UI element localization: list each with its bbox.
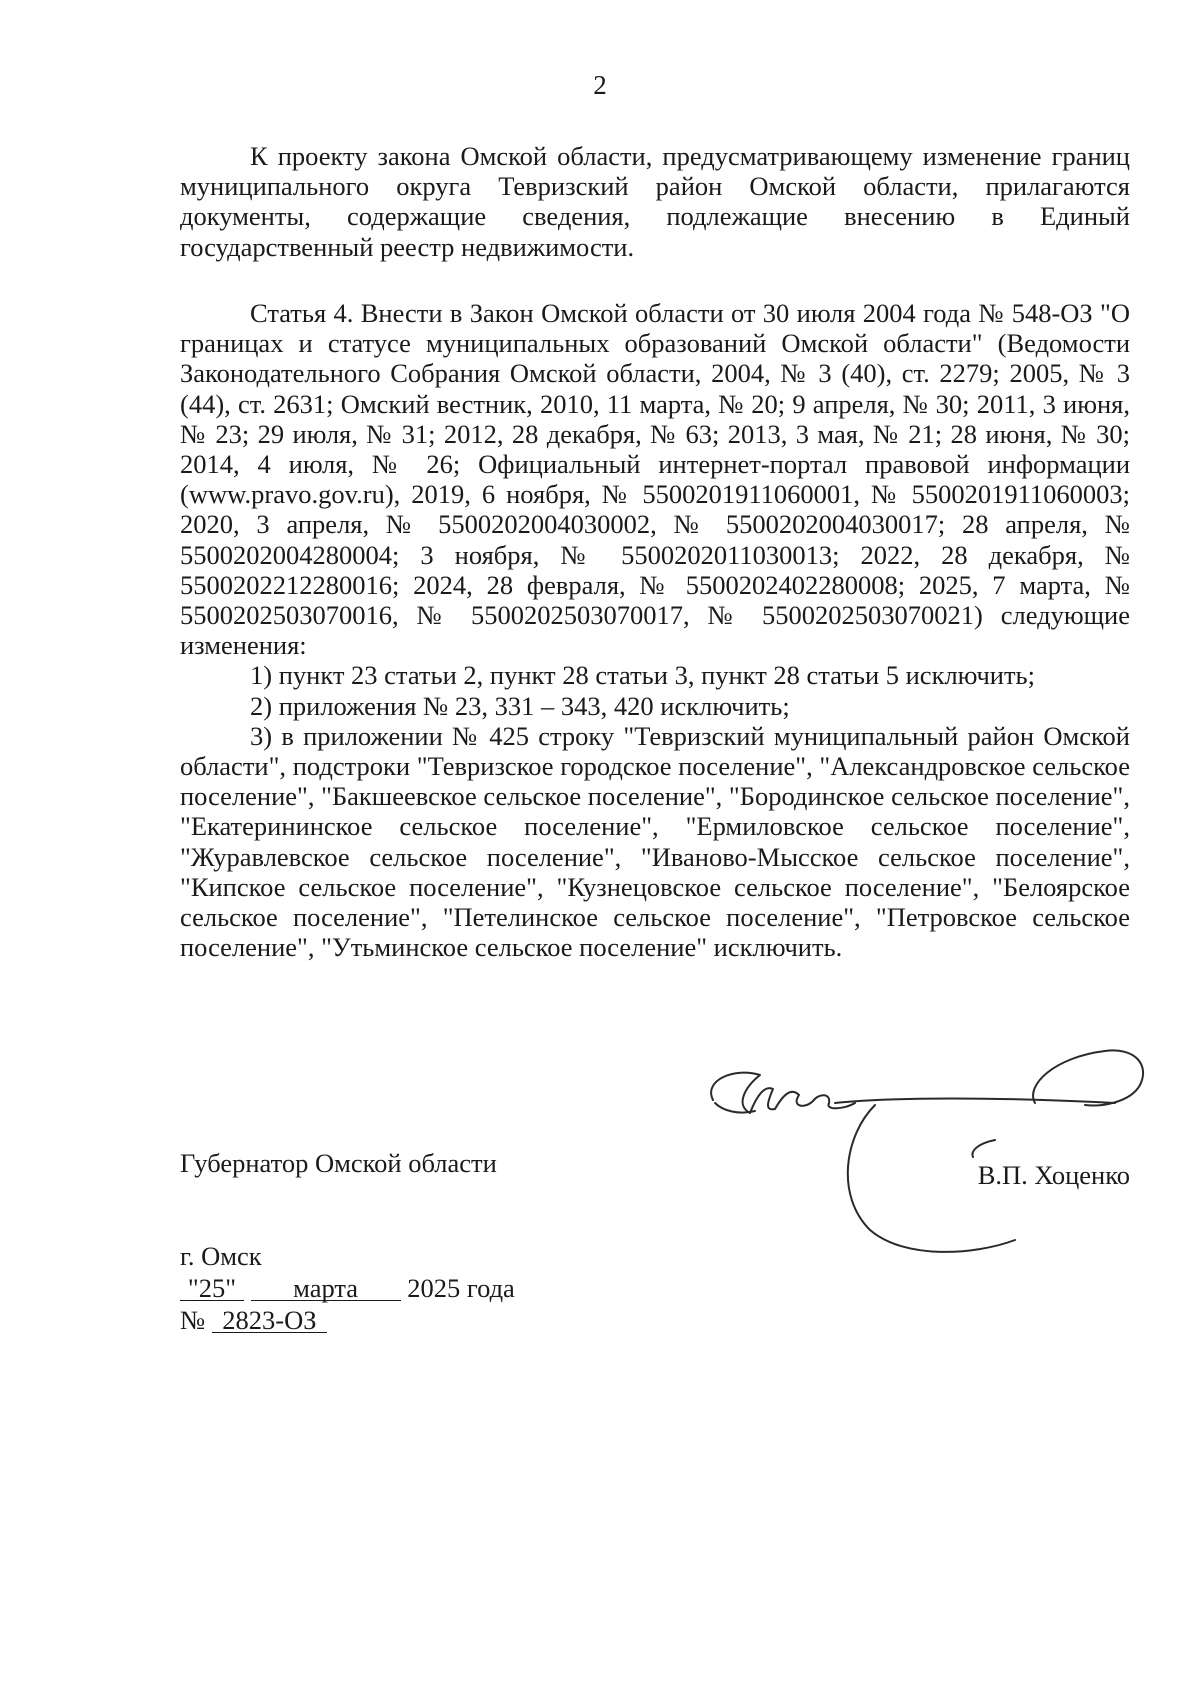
date-month: марта bbox=[251, 1276, 401, 1301]
number-sign: № bbox=[180, 1305, 206, 1335]
intro-section bbox=[180, 141, 1130, 262]
quote-open: " bbox=[187, 1273, 199, 1303]
date-day: 25 bbox=[198, 1273, 226, 1303]
quote-close: " bbox=[225, 1273, 237, 1303]
date-line bbox=[180, 1272, 515, 1304]
city-line: г. Омск bbox=[180, 1241, 262, 1271]
intro-paragraph: К проекту закона Омской области, предусматривающему изменение границ муниципального округа Тевризский район Омской области, прилагаются документы, содержащие сведения, подлежащие внесению в Единый государственный реестр недвижимости. bbox=[180, 141, 1130, 262]
article-4 bbox=[180, 298, 1130, 962]
date-year: 2025 года bbox=[407, 1273, 515, 1303]
article-4-item-2: 2) приложения № 23, 331 – 343, 420 исключить; bbox=[250, 690, 790, 721]
law-number: 2823-ОЗ bbox=[212, 1308, 327, 1333]
governor-name: В.П. Хоценко bbox=[977, 1160, 1130, 1190]
article-4-lead: Статья 4. Внести в Закон Омской области от 30 июля 2004 года № 548-ОЗ "О границах и статусе муниципальных образований Омской области" (Ведомости Законодательного Собрания Омской области, 2004, № 3 (40), ст. 2279; 2005, № 3 (44), ст. 2631; Омский вестник, 2010, 11 марта, № 20; 9 апреля, № 30; 2011, 3 июня, № 23; 29 июля, № 31; 2012, 28 декабря, № 63; 2013, 3 мая, № 21; 28 июня, № 30; 2014, 4 июля, № 26; Официальный интернет-портал правовой информации (www.pravo.gov.ru), 2019, 6 ноября, № 5500201911060001, № 5500201911060003; 2020, 3 апреля, № 5500202004030002, № 5500202004030017; 28 апреля, № 5500202004280004; 3 ноября, № 5500202011030013; 2022, 28 декабря, № 5500202212280016; 2024, 28 февраля, № 5500202402280008; 2025, 7 марта, № 5500202503070016, № 5500202503070017, № 5500202503070021) следующие изменения: bbox=[180, 298, 1130, 661]
article-4-item-1: 1) пункт 23 статьи 2, пункт 28 статьи 3, пункт 28 статьи 5 исключить; bbox=[250, 660, 1035, 691]
date-day-field bbox=[180, 1273, 244, 1303]
article-4-item-3: 3) в приложении № 425 строку "Тевризский муниципальный район Омской области", подстроки "Тевризское городское поселение", "Александровское сельское поселение", "Бакшеевское сельское поселение", "Бородинское сельское поселение", "Екатерининское сельское поселение", "Ермиловское сельское поселение", "Журавлевское сельское поселение", "Иваново-Мысское сельское поселение", "Кипское сельское поселение", "Кузнецовское сельское поселение", "Белоярское сельское поселение", "Петелинское сельское поселение", "Петровское сельское поселение", "Утьминское сельское поселение" исключить. bbox=[180, 720, 1130, 963]
page-number: 2 bbox=[593, 70, 607, 100]
law-number-line bbox=[180, 1304, 515, 1336]
governor-title: Губернатор Омской области bbox=[180, 1148, 497, 1178]
footer-block bbox=[180, 1240, 515, 1336]
signature-block bbox=[180, 1148, 1130, 1198]
